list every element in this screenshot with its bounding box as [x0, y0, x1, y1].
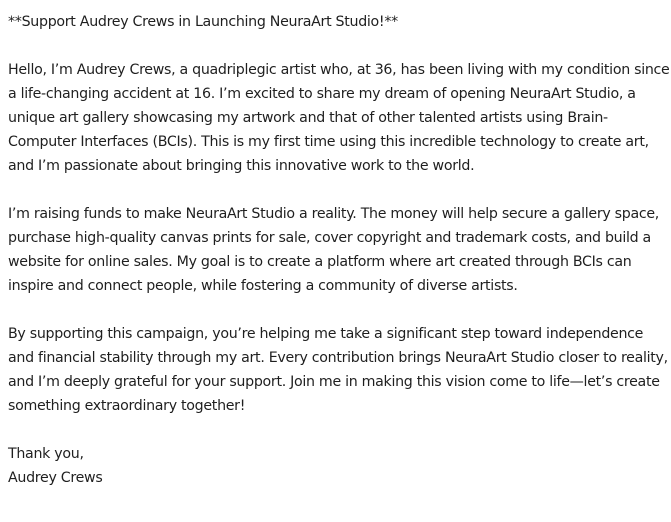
- closing-line: Thank you,: [8, 446, 84, 462]
- document-title: **Support Audrey Crews in Launching NeuraArt Studio!**: [8, 14, 398, 30]
- paragraph-intro: Hello, I’m Audrey Crews, a quadriplegic artist who, at 36, has been living with my condition since a life-changing accident at 16. I’m excited to share my dream of opening NeuraArt Studio, a unique art gallery showcasing my artwork and that of other talented artists using Brain-Computer Interfaces (BCIs). This is my first time using this incredible technology to create art, and I’m passionate about bringing this innovative work to the world.: [8, 62, 670, 174]
- paragraph-support: By supporting this campaign, you’re helping me take a significant step toward independence and financial stability through my art. Every contribution brings NeuraArt Studio closer to reality, and I’m deeply grateful for your support. Join me in making this vision come to life—let’s create something extraordinary together!: [8, 326, 668, 414]
- paragraph-funding: I’m raising funds to make NeuraArt Studio a reality. The money will help secure a gallery space, purchase high-quality canvas prints for sale, cover copyright and trademark costs, and build a website for online sales. My goal is to create a platform where art created through BCIs can inspire and connect people, while fostering a community of diverse artists.: [8, 206, 659, 294]
- signoff: [8, 442, 671, 490]
- signature: Audrey Crews: [8, 470, 103, 486]
